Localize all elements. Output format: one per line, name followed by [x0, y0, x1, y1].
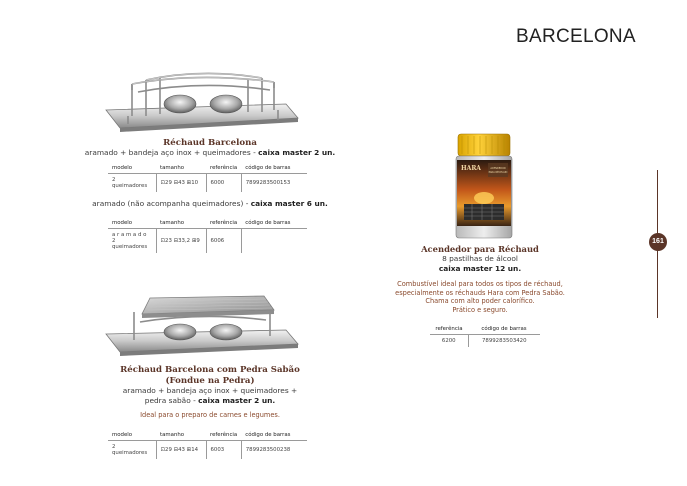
cell-referencia: 6000	[206, 174, 241, 193]
product3-note-line3: Chama com alto poder calorífico.	[425, 297, 535, 306]
header-referencia: referência	[206, 430, 241, 441]
cell-tamanho: ⊡23 ⊟33,2 ⊞9	[156, 229, 206, 254]
cell-referencia: 6200	[430, 335, 468, 348]
brand-title: BARCELONA	[516, 26, 636, 47]
rechaud-pedra-sabao-image	[98, 292, 304, 360]
header-codigo-barras: código de barras	[241, 430, 307, 441]
page-number: 161	[649, 233, 667, 251]
table-header-row	[108, 163, 307, 174]
header-modelo: modelo	[108, 218, 156, 229]
cell-modelo-line1: a r a m a d o	[112, 232, 147, 238]
table-row	[108, 174, 307, 193]
product3-line1: 8 pastilhas de álcool	[442, 254, 518, 263]
cell-codigo-barras	[241, 229, 307, 254]
product-variant-description: aramado (não acompanha queimadores) - caixa master 6 un.	[92, 199, 328, 208]
product-title-acendedor: Acendedor para Réchaud	[421, 244, 539, 254]
product-description: aramado + bandeja aço inox + queimadores - caixa master 2 un.	[84, 148, 336, 157]
rechaud-barcelona-image	[98, 66, 304, 136]
cell-tamanho: ⊡29 ⊟43 ⊞14	[156, 441, 206, 460]
cell-modelo: 2 queimadores	[108, 174, 156, 193]
header-tamanho: tamanho	[156, 163, 206, 174]
table-row	[108, 229, 307, 254]
table-header-row	[108, 430, 307, 441]
spec-table-acendedor	[430, 324, 540, 347]
svg-text:HARA: HARA	[461, 165, 481, 172]
product2-master-box: caixa master 2 un.	[198, 396, 276, 405]
header-modelo: modelo	[108, 430, 156, 441]
header-codigo-barras: código de barras	[241, 218, 307, 229]
product3-note-line4: Prático e seguro.	[452, 305, 508, 314]
product2-title-line2: (Fondue na Pedra)	[165, 376, 255, 386]
header-referencia: referência	[430, 324, 468, 335]
product2-title-line1: Réchaud Barcelona com Pedra Sabão	[120, 365, 300, 375]
header-codigo-barras: código de barras	[468, 324, 540, 335]
product2-ideal-note: Ideal para o preparo de carnes e legumes.	[140, 411, 280, 419]
cell-codigo-barras: 7899283503420	[481, 338, 527, 344]
cell-tamanho: ⊡29 ⊟43 ⊞10	[156, 174, 206, 193]
cell-modelo: 2 queimadores	[108, 441, 156, 460]
header-tamanho: tamanho	[156, 430, 206, 441]
master-box-text: caixa master 2 un.	[258, 148, 336, 157]
header-referencia: referência	[206, 163, 241, 174]
cell-modelo	[108, 229, 156, 254]
table-row	[430, 335, 540, 348]
product3-note-line1: Combustível ideal para todos os tipos de réchaud,	[397, 280, 563, 288]
product2-description: aramado + bandeja aço inox + queimadores + pedra sabão - caixa master 2 un.	[80, 386, 340, 406]
product3-description	[400, 254, 560, 273]
header-codigo-barras: código de barras	[241, 163, 307, 174]
table-row	[108, 441, 307, 460]
spec-table-aramado	[108, 218, 307, 253]
cell-codigo-barras: 7899283500153	[245, 180, 291, 186]
acendedor-jar-image	[452, 132, 516, 242]
cell-codigo-barras: 7899283500238	[245, 447, 291, 453]
spec-table-pedra-sabao	[108, 430, 307, 459]
svg-text:ACENDEDOR: ACENDEDOR	[490, 167, 506, 170]
product3-note-line2: especialmente os réchauds Hara com Pedra Sabão.	[395, 288, 565, 297]
variant-text: aramado (não acompanha queimadores)	[92, 199, 244, 208]
product3-note	[370, 280, 590, 314]
product3-master-box: caixa master 12 un.	[438, 263, 522, 273]
product2-desc-line1: aramado + bandeja aço inox + queimadores +	[122, 386, 298, 395]
product2-desc-line2: pedra sabão	[144, 396, 191, 405]
spec-table-rechaud	[108, 163, 307, 192]
product-title-pedra-sabao	[90, 365, 330, 387]
header-modelo: modelo	[108, 163, 156, 174]
header-tamanho: tamanho	[156, 218, 206, 229]
table-header-row	[108, 218, 307, 229]
svg-text:PARA RÉCHAUD: PARA RÉCHAUD	[488, 171, 508, 174]
variant-master-box: caixa master 6 un.	[250, 199, 328, 208]
cell-referencia: 6006	[206, 229, 241, 254]
header-referencia: referência	[206, 218, 241, 229]
cell-referencia: 6003	[206, 441, 241, 460]
description-text: aramado + bandeja aço inox + queimadores	[84, 148, 251, 157]
product-title-rechaud-barcelona: Réchaud Barcelona	[163, 138, 257, 148]
cell-modelo-line2: 2 queimadores	[112, 238, 148, 250]
table-header-row	[430, 324, 540, 335]
